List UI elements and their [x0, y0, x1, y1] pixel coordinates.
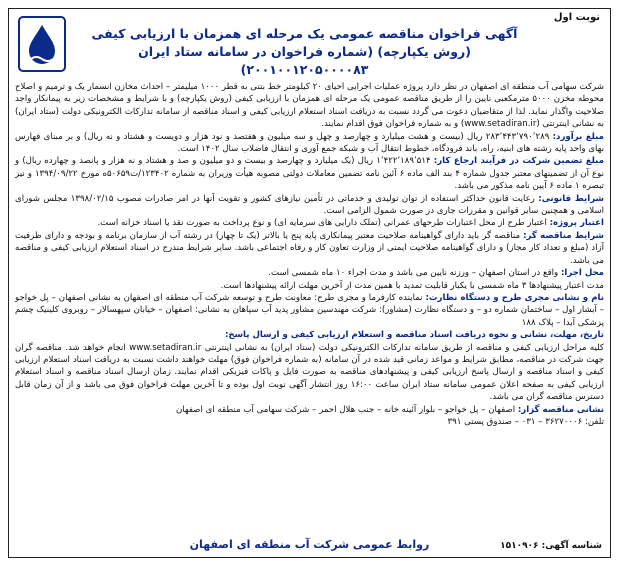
location-text: واقع در استان اصفهان – ورزنه نایین می باشد و مدت اجراء ۱۰ ماه شمسی است. [268, 268, 559, 279]
design-label: نام و نشانی مجری طرح و دستگاه نظارت: [425, 292, 604, 303]
dates-text: کلیه مراحل ارزیابی کیفی و مناقصه از طریق سامانه تدارکات الکترونیکی دولت (ستاد ایران) به نشانی اینترنتی www.setadiran.ir انجام خواهد شد. مناقصه گران جهت شرکت در مناقصه، مطابق شرایط و مواعد زمانی قید شده در آن سامانه (به شماره فراخوان فوق) مهلت خواهند داشت نسبت به دریافت اسناد استعلام ارزیابی کیفی و اسناد مناقصه و ارسال پاسخ ارزیابی کیفی و پیشنهادهای مناقصه به صورت فایل و پاکات فیزیکی اقدام نمایند. زمان ارسال اسناد مناقصه و اسناد استعلام ارزیابی کیفی به صفحه اعلان عمومی سامانه ستاد ایران ساعت ۱۶:۰۰ روز انتشار آگهی نوبت اول بوده و تا آخرین مهلت فراخوان فوق می باشد و از آن زمان قابل دسترس مناقصه گران می باشد. [15, 342, 605, 403]
location-label: محل اجرا: [560, 268, 604, 279]
title-line-1: آگهی فراخوان مناقصه عمومی یک مرحله ای همزمان با ارزیابی کیفی [91, 26, 518, 41]
phone-text: تلفن: ۳۶۲۷۰۰۰۶ – ۰۳۱ – صندوق پستی ۳۹۱ [447, 416, 604, 427]
guarantee-label: مبلغ تضمین شرکت در فرآیند ارجاع کار: [433, 156, 605, 167]
signature: روابط عمومی شرکت آب منطقه ای اصفهان [189, 538, 430, 551]
address-text: اصفهان – پل خواجو – بلوار آئینه خانه – جنب هلال احمر – شرکت سهامی آب منطقه ای اصفهان [175, 404, 516, 415]
legal-text: رعایت قانون حداکثر استفاده از توان تولیدی و خدماتی در تأمین نیازهای کشور و تقویت آنها در امر صادرات مصوب ۱۳۹۸/۰۲/۱۵ مجلس شورای اسلامی و همچنین سایر قوانین و مقررات جاری در صورت شمول الزامی است. [15, 193, 604, 217]
estimate-label: مبلغ برآورد: [552, 131, 605, 142]
guarantee-section [15, 155, 604, 192]
ad-number: شناسه آگهی: ۱۵۱۰۹۰۶ [500, 541, 602, 551]
bidder-label: شرایط مناقصه گر: [523, 230, 605, 241]
notice-body [15, 81, 604, 428]
legal-section [15, 193, 604, 218]
tender-notice [8, 8, 611, 558]
validity-text: مدت اعتبار پیشنهادها ۳ ماه شمسی با یکبار قابلیت تمدید با همین مدت از آخرین مهلت ارائه پیشنهادها است. [220, 280, 604, 291]
location-section [15, 267, 604, 279]
intro-text: شرکت سهامی آب منطقه ای اصفهان در نظر دارد پروژه عملیات اجرایی احیای ۲۰ کیلومتر خط بتنی به قطر ۱۰۰۰ میلیمتر – احداث مخازن انسمار یک و ترمیم و اصلاح محوطه مخزن ۵۰۰۰ مترمکعبی نایین را از طریق مناقصه عمومی یک مرحله ای همزمان با ارزیابی کیفی (روش یکپارچه) و با شرایط و مشخصات زیر به پیمانکار واجد صلاحیت واگذار نماید. لذا از متقاضیان دعوت می گردد نسبت به دریافت اسناد استعلام ارزیابی کیفی و اسناد مناقصه از سامانه تدارکات الکترونیکی دولت (ستاد ایران) به نشانی اینترنتی (www.setadiran.ir) و به شماره فراخوان فوق اقدام نمایند. [15, 82, 604, 130]
design-section [15, 292, 604, 329]
credit-text: اعتبار طرح از محل اعتبارات طرحهای عمرانی (تملک دارایی های سرمایه ای) و نوع پرداخت به صورت نقد یا اسناد خزانه است. [97, 218, 547, 229]
credit-section [15, 217, 604, 229]
estimate-text: ۲۸۳٬۴۴۳٬۷۹۰٬۲۸۹ ریال (بیست و هشت میلیارد و چهارصد و چهل و سه میلیون و هفتصد و نود هزار و دویست و هشتاد و نه ریال) و بر مبنای فهارس بهای واحد پایه رشته های ابنیه، راه، باند فرودگاه، خطوط انتقال آب و شبکه جمع آوری و انتقال فاضلاب سال ۱۴۰۲ است. [15, 131, 604, 155]
title-line-2: (روش یکپارچه) (شماره فراخوان در سامانه ستاد ایران ۲۰۰۱۰۰۱۲۰۵۰۰۰۰۸۳) [138, 44, 471, 77]
header [15, 13, 604, 79]
address-section [15, 404, 604, 416]
address-label: نشانی مناقصه گزار: [517, 404, 604, 415]
credit-label: اعتبار پروژه: [549, 218, 604, 229]
estimate-section [15, 131, 604, 156]
dates-label: تاریخ، مهلت، نشانی و نحوه دریافت اسناد مناقصه و استعلام ارزیابی کیفی و ارسال پاسخ: [224, 330, 604, 341]
legal-label: شرایط قانونی: [538, 193, 604, 204]
bidder-section [15, 230, 604, 267]
page-title [75, 25, 534, 79]
round-label: نوبت اول [553, 12, 600, 23]
design-text: نماینده کارفرما و مجری طرح: معاونت طرح و توسعه شرکت آب منطقه ای اصفهان به نشانی اصفهان – پل خواجو – آبشار اول – ساختمان شماره دو – و دستگاه نظارت (مشاور): شرکت مهندسین مشاور پدید آب سپاهان به نشانی: اصفهان – خیابان سپهسالار – روبروی کلینیک چشم پزشکی آیدا – پلاک ۱۸۸ [15, 292, 604, 328]
guarantee-text: ۱٬۴۲۲٬۱۸۹٬۵۱۴ ریال (یک میلیارد و چهارصد و بیست و دو میلیون و صد و هشتاد و نه هزار و پانصد و چهارده ریال) و نوع آن از تضمینهای معتبر جدول شماره ۴ بند الف ماده ۶ آئین نامه تضمین معاملات دولتی مصوبه هیأت وزیران به شماره ۱۲۳۴۰۲/ت۵۰۶۵۹ه مورخ ۱۳۹۴/۰۹/۲۲ و نیز تبصره ۱ ماده ۶ آیین نامه مذکور می باشد. [15, 156, 604, 192]
bidder-text: مناقصه گر باید دارای گواهینامه صلاحیت معتبر پیمانکاری پایه پنج یا بالاتر (یک تا چهار) در رشته آب از سازمان برنامه و بودجه و دارای ظرفیت آزاد (مبلغ و تعداد کار مجاز) و دارای گواهینامه صلاحیت ایمنی از وزارت تعاون کار و رفاه اجتماعی باشد. سایر شرایط مندرج در اسناد استعلام ارزیابی کیفی و مناقصه می باشد. [15, 230, 604, 266]
water-company-logo-icon [17, 15, 67, 73]
